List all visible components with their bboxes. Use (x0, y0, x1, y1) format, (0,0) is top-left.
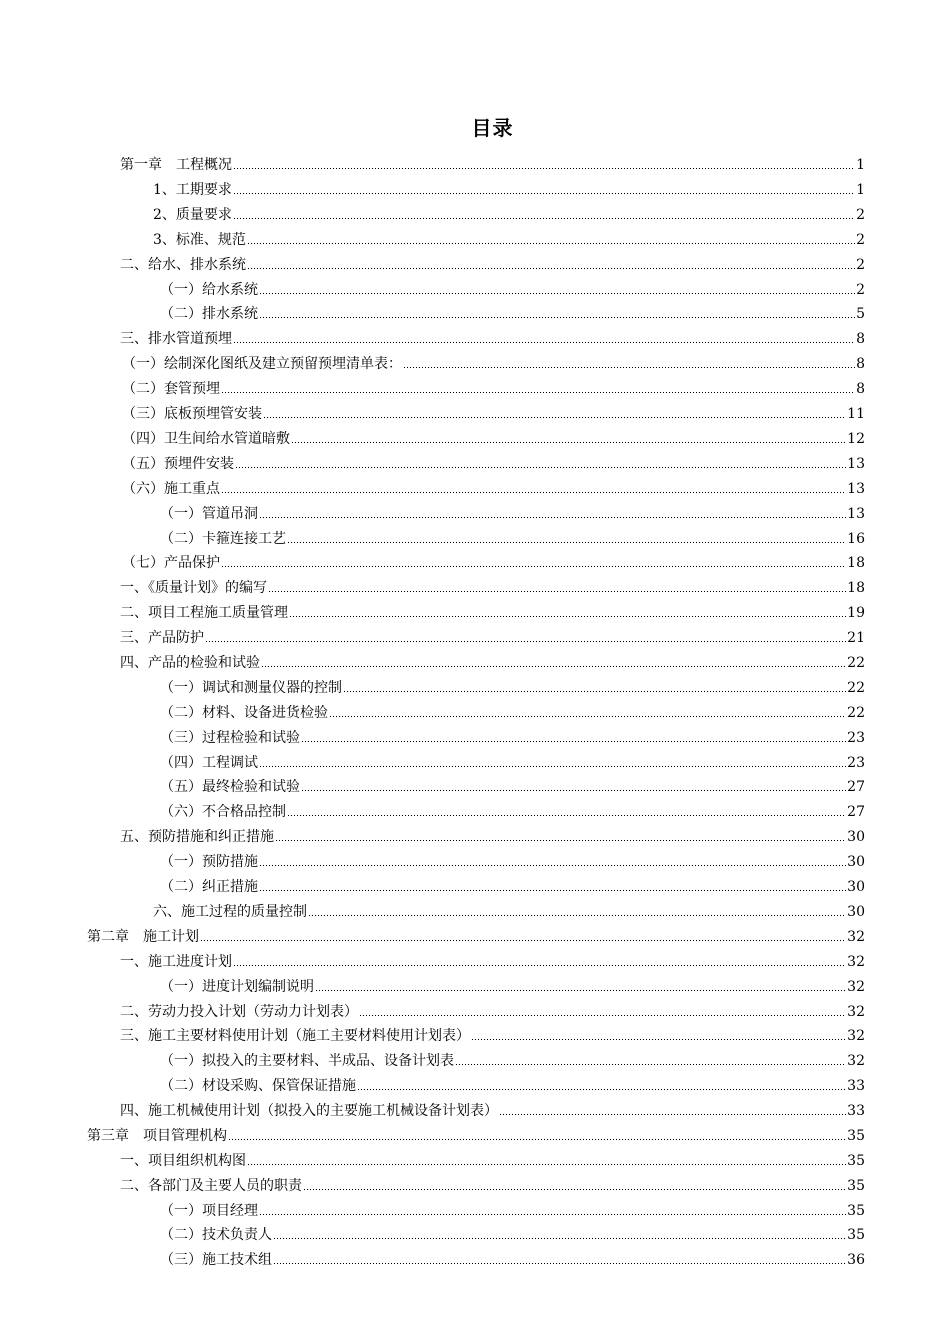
toc-entry-label: 二、给水、排水系统 (120, 257, 246, 273)
toc-entry-page: 5 (856, 306, 865, 322)
dot-leader (200, 939, 846, 942)
toc-entry-label: （四）工程调试 (160, 755, 258, 771)
toc-entry[interactable] (153, 176, 865, 200)
dot-leader (221, 565, 846, 568)
dot-leader (455, 1063, 846, 1066)
dot-leader (315, 989, 846, 992)
toc-entry[interactable] (160, 1072, 865, 1096)
toc-entry-page: 2 (856, 282, 865, 298)
toc-entry-label: （一）给水系统 (160, 282, 258, 298)
dot-leader (275, 839, 846, 842)
dot-leader (357, 1088, 846, 1091)
toc-entry[interactable] (160, 749, 865, 773)
toc-entry[interactable] (120, 998, 865, 1022)
dot-leader (343, 690, 846, 693)
toc-entry[interactable] (120, 251, 865, 275)
toc-entry-page: 1 (856, 182, 865, 198)
dot-leader (263, 416, 846, 419)
dot-leader (247, 1163, 846, 1166)
dot-leader (233, 167, 855, 170)
toc-entry[interactable] (160, 1197, 865, 1221)
toc-entry-label: 二、项目工程施工质量管理 (120, 605, 288, 621)
dot-leader (259, 516, 846, 519)
toc-entry-label: 第三章 项目管理机构 (87, 1128, 227, 1144)
toc-entry-page: 22 (847, 655, 865, 671)
toc-entry-page: 19 (847, 605, 865, 621)
toc-entry-page: 8 (856, 331, 865, 347)
toc-entry-label: （七）产品保护 (122, 555, 220, 571)
toc-entry-label: 一、《质量计划》的编写 (120, 580, 267, 596)
toc-entry[interactable] (87, 923, 865, 947)
toc-entry[interactable] (122, 400, 865, 424)
toc-entry-page: 27 (847, 779, 865, 795)
toc-entry[interactable] (120, 1097, 865, 1121)
toc-entry-page: 30 (847, 904, 865, 920)
toc-entry-label: （一）绘制深化图纸及建立预留预埋清单表： (122, 356, 402, 372)
toc-entry-label: （二）材设采购、保管保证措施 (160, 1078, 356, 1094)
dot-leader (499, 1113, 846, 1116)
dot-leader (403, 366, 855, 369)
toc-entry-page: 18 (847, 555, 865, 571)
toc-entry-page: 32 (847, 929, 865, 945)
toc-entry-page: 8 (856, 381, 865, 397)
toc-entry-label: （五）预埋件安装 (122, 456, 234, 472)
toc-entry-label: 一、项目组织机构图 (120, 1153, 246, 1169)
toc-entry-page: 32 (847, 1004, 865, 1020)
dot-leader (287, 814, 846, 817)
toc-entry[interactable] (160, 300, 865, 324)
toc-entry-label: （二）纠正措施 (160, 879, 258, 895)
toc-entry[interactable] (120, 574, 865, 598)
toc-entry-page: 35 (847, 1153, 865, 1169)
toc-entry-page: 16 (847, 531, 865, 547)
toc-entry[interactable] (160, 848, 865, 872)
toc-entry-page: 11 (847, 406, 865, 422)
dot-leader (205, 640, 846, 643)
toc-entry[interactable] (160, 773, 865, 797)
toc-entry-page: 32 (847, 979, 865, 995)
toc-entry-page: 35 (847, 1178, 865, 1194)
toc-entry-label: （一）项目经理 (160, 1203, 258, 1219)
toc-entry[interactable] (160, 674, 865, 698)
toc-entry-page: 32 (847, 954, 865, 970)
toc-entry-page: 35 (847, 1203, 865, 1219)
toc-entry-page: 32 (847, 1053, 865, 1069)
toc-entry-label: 三、施工主要材料使用计划（施工主要材料使用计划表） (120, 1028, 470, 1044)
toc-entry[interactable] (120, 1172, 865, 1196)
dot-leader (233, 964, 846, 967)
toc-entry[interactable] (120, 599, 865, 623)
toc-entry-page: 21 (847, 630, 865, 646)
toc-entry[interactable] (160, 1221, 865, 1245)
dot-leader (291, 441, 846, 444)
toc-title: 目录 (471, 116, 514, 140)
dot-leader (247, 267, 855, 270)
toc-entry[interactable] (122, 350, 865, 374)
dot-leader (259, 316, 855, 319)
dot-leader (259, 889, 846, 892)
toc-entry[interactable] (160, 500, 865, 524)
toc-entry-page: 2 (856, 257, 865, 273)
toc-entry-label: 四、产品的检验和试验 (120, 655, 260, 671)
toc-entry[interactable] (160, 973, 865, 997)
dot-leader (301, 789, 846, 792)
dot-leader (289, 615, 846, 618)
toc-entry-page: 22 (847, 680, 865, 696)
toc-entry[interactable] (153, 898, 865, 922)
dot-leader (273, 1262, 846, 1265)
toc-entry-page: 32 (847, 1028, 865, 1044)
toc-entry[interactable] (160, 1246, 865, 1270)
toc-entry-label: 第二章 施工计划 (87, 929, 199, 945)
toc-entry[interactable] (160, 699, 865, 723)
toc-entry[interactable] (122, 375, 865, 399)
dot-leader (233, 192, 855, 195)
toc-entry[interactable] (160, 1047, 865, 1071)
dot-leader (273, 1237, 846, 1240)
toc-entry-label: （二）套管预埋 (122, 381, 220, 397)
toc-entry[interactable] (120, 151, 865, 175)
toc-entry-label: （三）施工技术组 (160, 1252, 272, 1268)
toc-entry[interactable] (153, 201, 865, 225)
toc-entry-label: 第一章 工程概况 (120, 157, 232, 173)
toc-entry-page: 2 (856, 232, 865, 248)
toc-entry-label: （一）预防措施 (160, 854, 258, 870)
toc-entry-label: （六）不合格品控制 (160, 804, 286, 820)
toc-entry-label: （二）卡箍连接工艺 (160, 531, 286, 547)
toc-entry-label: 六、施工过程的质量控制 (153, 904, 307, 920)
dot-leader (221, 391, 855, 394)
dot-leader (301, 740, 846, 743)
toc-entry[interactable] (120, 823, 865, 847)
toc-entry-page: 35 (847, 1227, 865, 1243)
toc-entry[interactable] (122, 450, 865, 474)
toc-entry-page: 36 (847, 1252, 865, 1268)
toc-entry-label: （四）卫生间给水管道暗敷 (122, 431, 290, 447)
toc-entry-label: （一）调试和测量仪器的控制 (160, 680, 342, 696)
toc-entry-label: （二）材料、设备进货检验 (160, 705, 328, 721)
dot-leader (261, 665, 846, 668)
toc-entry-page: 30 (847, 854, 865, 870)
toc-entry-label: （二）排水系统 (160, 306, 258, 322)
toc-entry[interactable] (87, 1122, 865, 1146)
toc-entry-label: 二、各部门及主要人员的职责 (120, 1178, 302, 1194)
dot-leader (471, 1038, 846, 1041)
toc-entry[interactable] (160, 873, 865, 897)
dot-leader (308, 914, 846, 917)
dot-leader (259, 1213, 846, 1216)
toc-entry-page: 33 (847, 1103, 865, 1119)
toc-entry[interactable] (120, 948, 865, 972)
dot-leader (287, 541, 846, 544)
toc-entry-label: （三）过程检验和试验 (160, 730, 300, 746)
dot-leader (329, 715, 846, 718)
toc-entry[interactable] (122, 549, 865, 573)
toc-entry[interactable] (160, 724, 865, 748)
dot-leader (233, 217, 855, 220)
dot-leader (259, 765, 846, 768)
toc-entry-page: 18 (847, 580, 865, 596)
dot-leader (268, 590, 846, 593)
toc-entry[interactable] (160, 276, 865, 300)
toc-entry-page: 8 (856, 356, 865, 372)
dot-leader (259, 864, 846, 867)
toc-entry-label: 3、标准、规范 (153, 232, 246, 248)
dot-leader (259, 292, 855, 295)
toc-entry[interactable] (160, 798, 865, 822)
toc-entry[interactable] (120, 624, 865, 648)
toc-entry-label: 三、产品防护 (120, 630, 204, 646)
toc-entry-label: 一、施工进度计划 (120, 954, 232, 970)
toc-entry[interactable] (153, 226, 865, 250)
toc-entry-label: （五）最终检验和试验 (160, 779, 300, 795)
toc-entry-page: 13 (847, 506, 865, 522)
toc-entry-page: 23 (847, 730, 865, 746)
toc-entry-page: 30 (847, 829, 865, 845)
toc-entry-page: 30 (847, 879, 865, 895)
toc-entry-label: 三、排水管道预埋 (120, 331, 232, 347)
dot-leader (247, 242, 855, 245)
toc-entry-page: 27 (847, 804, 865, 820)
dot-leader (235, 466, 846, 469)
toc-entry-label: （六）施工重点 (122, 481, 220, 497)
toc-entry-page: 12 (847, 431, 865, 447)
toc-entry-label: （一）管道吊洞 (160, 506, 258, 522)
toc-entry-page: 35 (847, 1128, 865, 1144)
dot-leader (303, 1188, 846, 1191)
toc-entry-label: 五、预防措施和纠正措施 (120, 829, 274, 845)
dot-leader (228, 1138, 846, 1141)
toc-entry[interactable] (120, 649, 865, 673)
dot-leader (221, 491, 846, 494)
toc-entry-label: 1、工期要求 (153, 182, 232, 198)
toc-entry-label: 二、劳动力投入计划（劳动力计划表） (120, 1004, 358, 1020)
toc-entry-label: （一）拟投入的主要材料、半成品、设备计划表 (160, 1053, 454, 1069)
toc-entry-page: 13 (847, 481, 865, 497)
toc-entry-label: （一）进度计划编制说明 (160, 979, 314, 995)
toc-entry[interactable] (120, 1147, 865, 1171)
toc-entry[interactable] (122, 475, 865, 499)
dot-leader (359, 1014, 846, 1017)
toc-entry-page: 13 (847, 456, 865, 472)
toc-entry-page: 33 (847, 1078, 865, 1094)
toc-entry-page: 2 (856, 207, 865, 223)
toc-entry-page: 23 (847, 755, 865, 771)
toc-entry-label: 四、施工机械使用计划（拟投入的主要施工机械设备计划表） (120, 1103, 498, 1119)
toc-entry-page: 22 (847, 705, 865, 721)
toc-entry[interactable] (120, 1022, 865, 1046)
dot-leader (233, 341, 855, 344)
toc-entry-page: 1 (856, 157, 865, 173)
toc-entry-label: （三）底板预埋管安装 (122, 406, 262, 422)
toc-entry[interactable] (120, 325, 865, 349)
toc-entry-label: （二）技术负责人 (160, 1227, 272, 1243)
toc-entry[interactable] (122, 425, 865, 449)
toc-entry[interactable] (160, 525, 865, 549)
toc-entry-label: 2、质量要求 (153, 207, 232, 223)
